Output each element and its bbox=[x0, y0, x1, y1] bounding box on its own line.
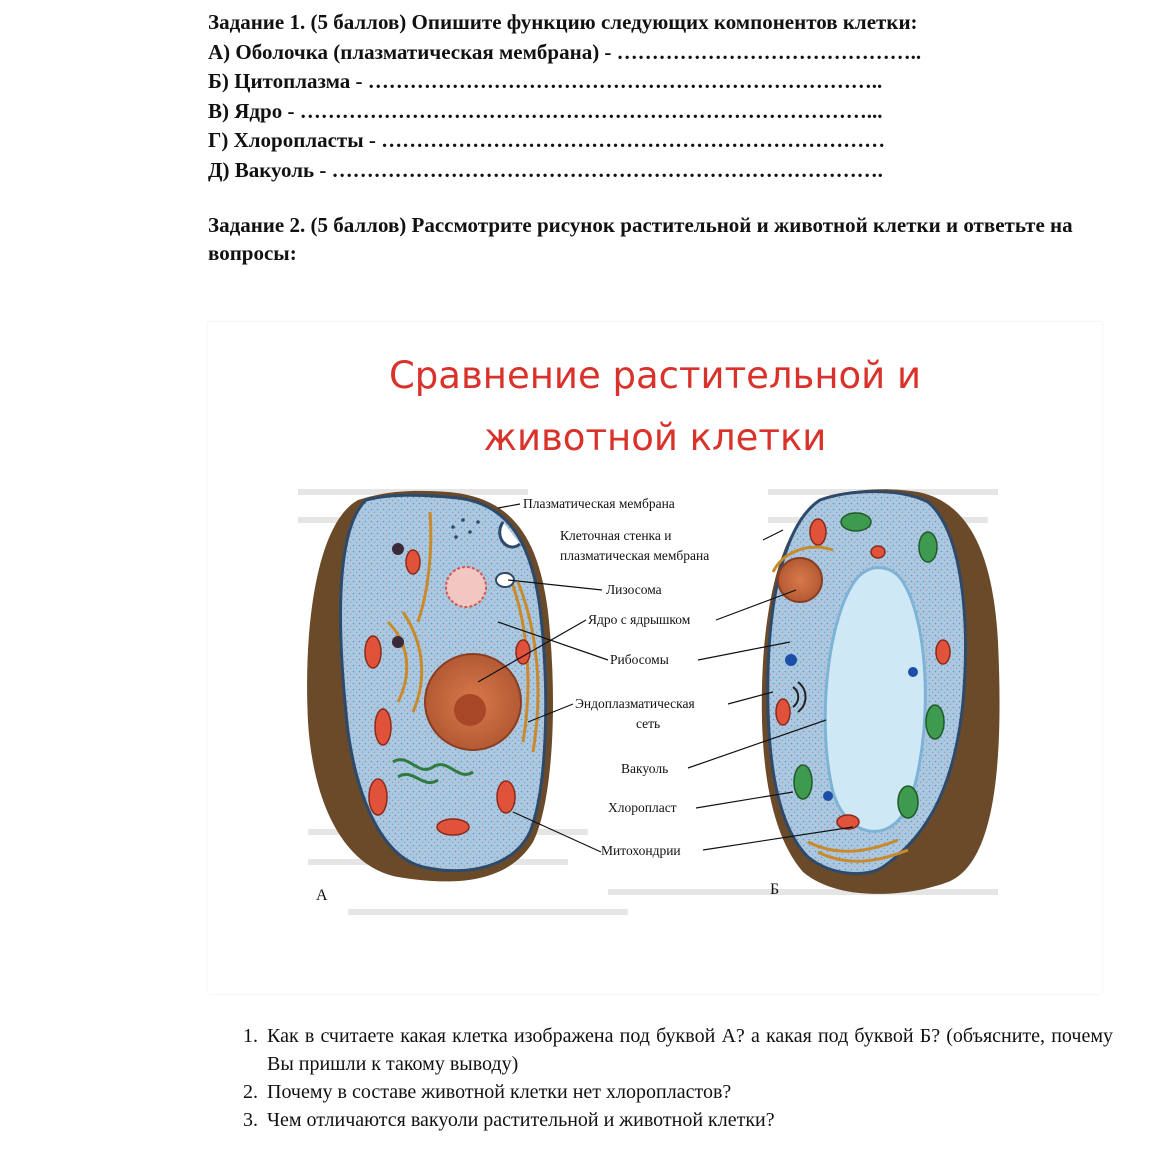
figure-title-line-2: животной клетки bbox=[483, 416, 827, 459]
task-2-title: Задание 2. (5 баллов) Рассмотрите рисунок растительной и животной клетки и ответьте на вопросы: bbox=[208, 213, 1073, 265]
task-1-item-b: Б) Цитоплазма - ……………………………………………………………….. bbox=[208, 69, 883, 93]
label-cell-wall-line-2: плазматическая мембрана bbox=[560, 548, 710, 563]
questions-list bbox=[243, 1022, 1113, 1134]
label-plasma-membrane: Плазматическая мембрана bbox=[523, 496, 675, 511]
task-1-title: Задание 1. (5 баллов) Опишите функцию следующих компонентов клетки: bbox=[208, 10, 918, 34]
label-lysosome: Лизосома bbox=[606, 582, 662, 597]
label-vacuole: Вакуоль bbox=[621, 761, 669, 776]
label-letter-b: Б bbox=[770, 881, 780, 898]
question-1-text: Как в считаете какая клетка изображена под буквой А? а какая под буквой Б? (объясните, почему Вы пришли к такому выводу) bbox=[267, 1025, 1113, 1075]
label-ribosomes: Рибосомы bbox=[610, 652, 669, 667]
task-1-item-g: Г) Хлоропласты - ……………………………………………………………… bbox=[208, 128, 886, 152]
label-er-line-2: сеть bbox=[636, 716, 661, 731]
question-3-text: Чем отличаются вакуоли растительной и животной клетки? bbox=[267, 1109, 775, 1131]
task-1-item-d: Д) Вакуоль - ……………………………………………………………………. bbox=[208, 157, 883, 182]
question-2-number: 2. bbox=[243, 1081, 258, 1103]
label-er-line-1: Эндоплазматическая bbox=[575, 696, 695, 711]
task-1 bbox=[208, 8, 1108, 185]
task-1-item-a: А) Оболочка (плазматическая мембрана) - …………………………………….. bbox=[208, 39, 922, 64]
question-2-text: Почему в составе животной клетки нет хлоропластов? bbox=[267, 1081, 732, 1103]
label-letter-a: А bbox=[316, 887, 328, 904]
question-3 bbox=[243, 1106, 1113, 1134]
animal-cell-a bbox=[307, 491, 553, 882]
cell-diagram bbox=[208, 322, 1102, 994]
label-chloroplast: Хлоропласт bbox=[608, 800, 677, 815]
question-2 bbox=[243, 1078, 1113, 1106]
question-1-number: 1. bbox=[243, 1025, 258, 1047]
question-1 bbox=[243, 1022, 1113, 1078]
label-nucleus: Ядро с ядрышком bbox=[588, 612, 691, 627]
plant-cell-b bbox=[762, 489, 1000, 894]
task-1-item-v: В) Ядро - ………………………………………………………………………... bbox=[208, 98, 883, 123]
label-mitochondria: Митохондрии bbox=[601, 843, 681, 858]
question-3-number: 3. bbox=[243, 1109, 258, 1131]
figure-title-line-1: Сравнение растительной и bbox=[388, 354, 922, 397]
cell-comparison-figure bbox=[208, 322, 1102, 994]
label-cell-wall-line-1: Клеточная стенка и bbox=[560, 528, 672, 543]
